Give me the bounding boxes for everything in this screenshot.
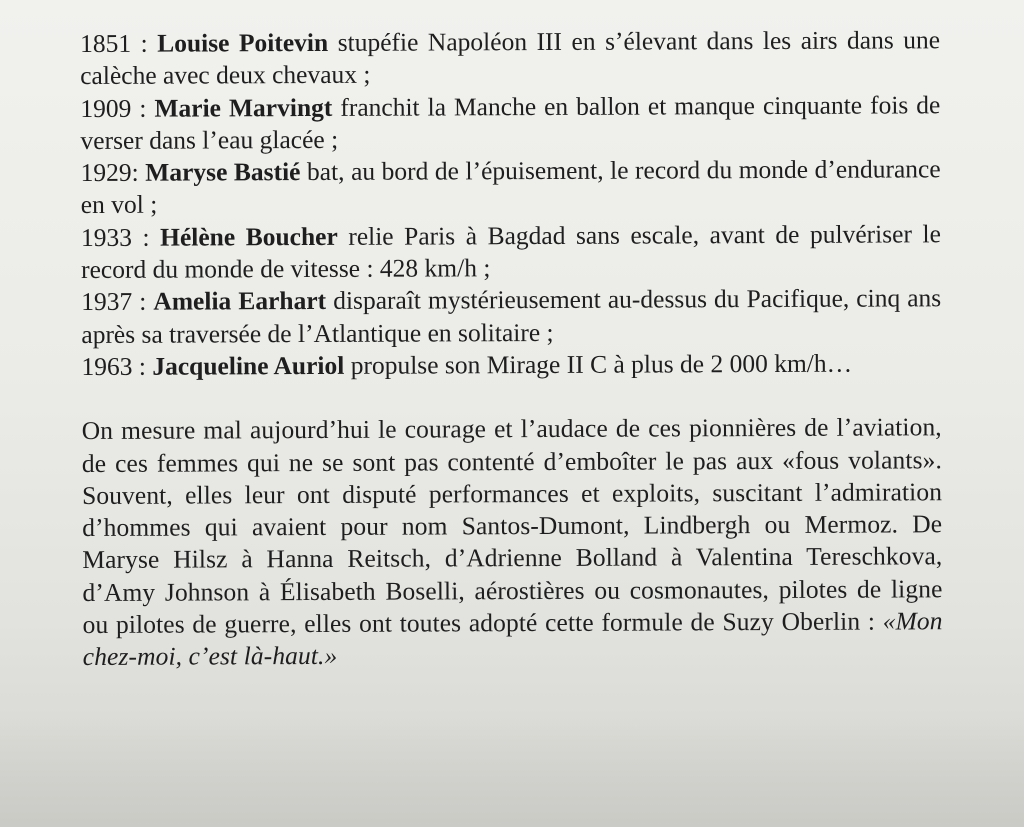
timeline-entry-1963 [81,347,941,383]
entry-year: 1909 : [80,93,155,123]
entry-name: Hélène Boucher [160,221,338,252]
timeline-entry-1909 [80,89,940,157]
entry-name: Amelia Earhart [153,286,327,317]
timeline-entry-1929 [81,153,941,221]
entry-text: stupéfie Napoléon III en s’élevant dans les airs dans une calèche avec deux chevaux ; [80,25,941,91]
entry-text: disparaît mystérieusement au-dessus du Pacifique, cinq ans après sa traversée de l’Atlantique en solitaire ; [81,283,942,349]
entry-text: franchit la Manche en ballon et manque cinquante fois de verser dans l’eau glacée ; [80,89,941,155]
timeline-entry-1851 [80,24,940,92]
body-paragraph [82,412,943,674]
entry-text: relie Paris à Bagdad sans escale, avant de pulvériser le record du monde de vitesse : 428 km/h ; [80,219,941,285]
entry-name: Louise Poitevin [157,27,329,58]
entry-year: 1933 : [80,222,161,252]
entry-text: propulse son Mirage II C à plus de 2 000 km/h… [344,348,853,380]
entry-year: 1963 : [81,351,153,381]
timeline-entry-1933 [81,218,941,286]
paragraph-quote: «Mon chez-moi, c’est là-haut.» [82,606,943,672]
entry-text: bat, au bord de l’épuisement, le record du monde d’endurance en vol ; [80,154,941,220]
page-shadow [0,717,1024,827]
entry-name: Jacqueline Auriol [152,350,345,381]
entry-year: 1929: [80,157,146,188]
paragraph-body: On mesure mal aujourd’hui le courage et l’audace de ces pionnières de l’aviation, de ces femmes qui ne se sont pas contenté d’emboîter le pas aux «fous volants». Souvent, elles leur ont disputé performances et exploits, suscitant l’admiration d’hommes qui avaient pour nom Santos-Dumont, Lindbergh ou Mermoz. De Maryse Hilsz à Hanna Reitsch, d’Adrienne Bolland à Valentina Tereschkova, d’Amy Johnson à Élisabeth Boselli, aérostières ou cosmonautes, pilotes de ligne ou pilotes de guerre, elles ont toutes adopté cette formule de Suzy Oberlin : [81,412,943,640]
text-block [80,24,943,673]
entry-name: Maryse Bastié [145,157,301,187]
entry-name: Marie Marvingt [154,92,333,123]
entry-year: 1851 : [80,28,158,58]
timeline-entry-1937 [81,283,941,351]
entry-year: 1937 : [81,287,154,317]
